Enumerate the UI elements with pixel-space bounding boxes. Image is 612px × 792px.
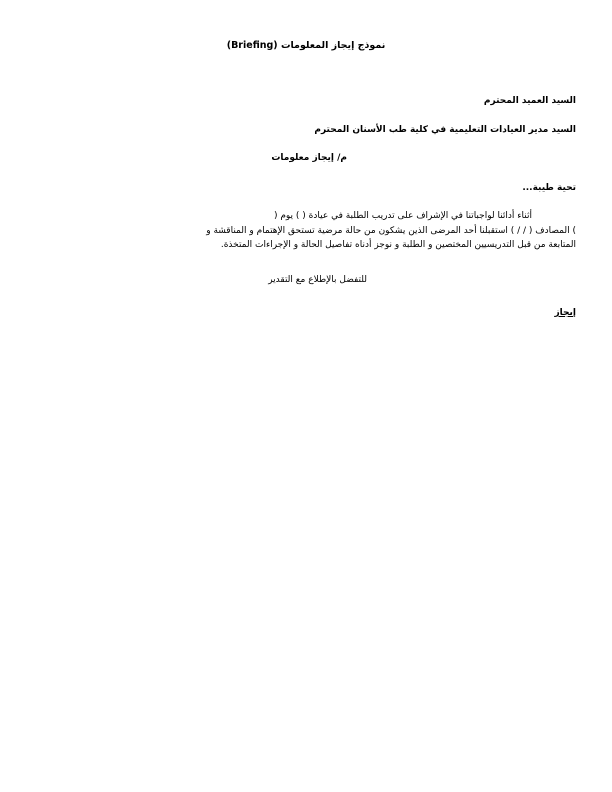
body-line-1: أثناء أدائنا لواجباتنا في الإشراف على تدريب الطلبة في عيادة ( ) يوم ( (273, 211, 532, 221)
subject-line: م/ إيجاز معلومات (271, 153, 347, 163)
recipient-clinics-director: السيد مدير العيادات التعليمية في كلية طب الأسنان المحترم (314, 125, 576, 135)
document-title: نموذج إيجاز المعلومات (Briefing) (226, 40, 386, 51)
closing-line: للتفضل بالإطلاع مع التقدير (268, 275, 367, 285)
section-heading-briefing: إيجاز (554, 308, 576, 318)
recipient-dean: السيد العميد المحترم (483, 96, 576, 106)
body-line-3: المتابعة من قبل التدريسيين المختصين و الطلبة و نوجز أدناه تفاصيل الحالة و الإجراءات المتخذة. (220, 240, 576, 250)
body-line-2: ) المصادف ( / / ) استقبلنا أحد المرضى الذين يشكون من حالة مرضية تستحق الإهتمام و المناقشة و (206, 226, 576, 236)
greeting: تحية طيبة... (522, 183, 576, 193)
